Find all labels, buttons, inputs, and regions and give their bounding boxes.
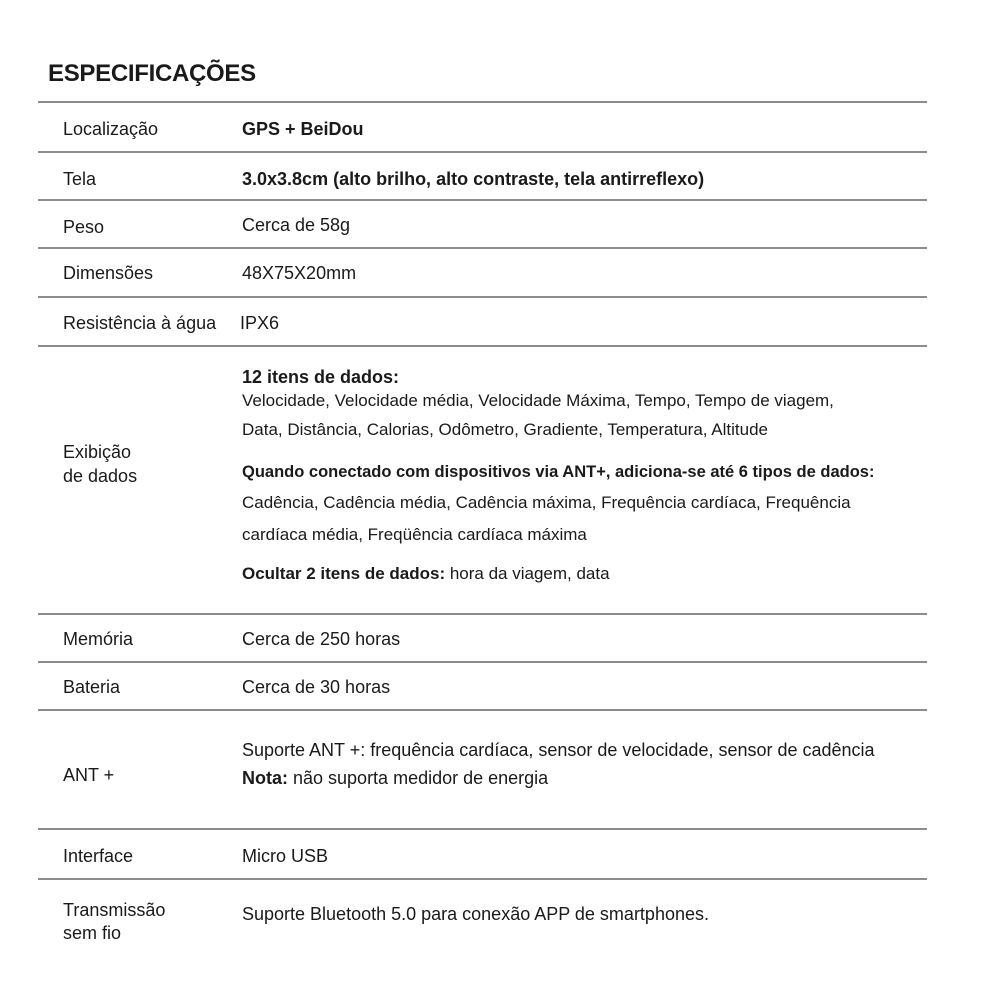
divider [38,613,927,615]
spec-value-dimensoes: 48X75X20mm [242,263,357,283]
divider [38,661,927,663]
data-group-text: Data, Distância, Calorias, Odômetro, Gradiente, Temperatura, Altitude [242,420,768,439]
divider [38,151,927,153]
spec-value-resistencia: IPX6 [240,313,280,333]
spec-label-exibicao-line2: de dados [63,466,138,486]
spec-label-peso: Peso [63,217,105,237]
spec-value-tela: 3.0x3.8cm (alto brilho, alto contraste, tela antirreflexo) [242,169,705,189]
data-group-text: hora da viagem, data [445,564,610,583]
divider [38,878,927,880]
spec-value-transmissao: Suporte Bluetooth 5.0 para conexão APP de smartphones. [242,904,709,924]
divider [38,101,927,103]
divider [38,345,927,347]
spec-label-tela: Tela [63,169,97,189]
note-label: Nota: [242,768,288,788]
divider [38,199,927,201]
spec-value-peso: Cerca de 58g [242,215,351,235]
page-title: ESPECIFICAÇÕES [48,60,256,87]
spec-label-dimensoes: Dimensões [63,263,154,283]
divider [38,709,927,711]
spec-value-bateria: Cerca de 30 horas [242,677,391,697]
data-group-text: cardíaca média, Freqüência cardíaca máxima [242,525,587,544]
note-text: não suporta medidor de energia [288,768,549,788]
spec-label-resistencia: Resistência à água [63,313,217,333]
spec-label-memoria: Memória [63,629,134,649]
data-group-heading: Quando conectado com dispositivos via ANT+, adiciona-se até 6 tipos de dados: [242,463,875,481]
divider [38,247,927,249]
spec-label-bateria: Bateria [63,677,121,697]
spec-label-transmissao-line1: Transmissão [63,900,166,920]
spec-label-exibicao-line1: Exibição [63,442,132,462]
divider [38,828,927,830]
spec-label-interface: Interface [63,846,134,866]
data-group-heading: Ocultar 2 itens de dados: [242,564,446,583]
data-group-hidden [242,563,610,585]
spec-label-ant: ANT + [63,765,115,785]
spec-value-interface: Micro USB [242,846,329,866]
spec-label-localizacao: Localização [63,119,159,139]
data-group-heading: 12 itens de dados: [242,367,400,387]
data-group-text: Cadência, Cadência média, Cadência máxima, Frequência cardíaca, Frequência [242,493,851,512]
spec-value-memoria: Cerca de 250 horas [242,629,401,649]
divider [38,296,927,298]
spec-value-ant: Suporte ANT +: frequência cardíaca, sensor de velocidade, sensor de cadência [242,740,875,760]
spec-value-ant-note [242,767,548,789]
spec-label-transmissao-line2: sem fio [63,923,122,943]
data-group-text: Velocidade, Velocidade média, Velocidade Máxima, Tempo, Tempo de viagem, [242,391,834,410]
spec-value-localizacao: GPS + BeiDou [242,119,364,139]
